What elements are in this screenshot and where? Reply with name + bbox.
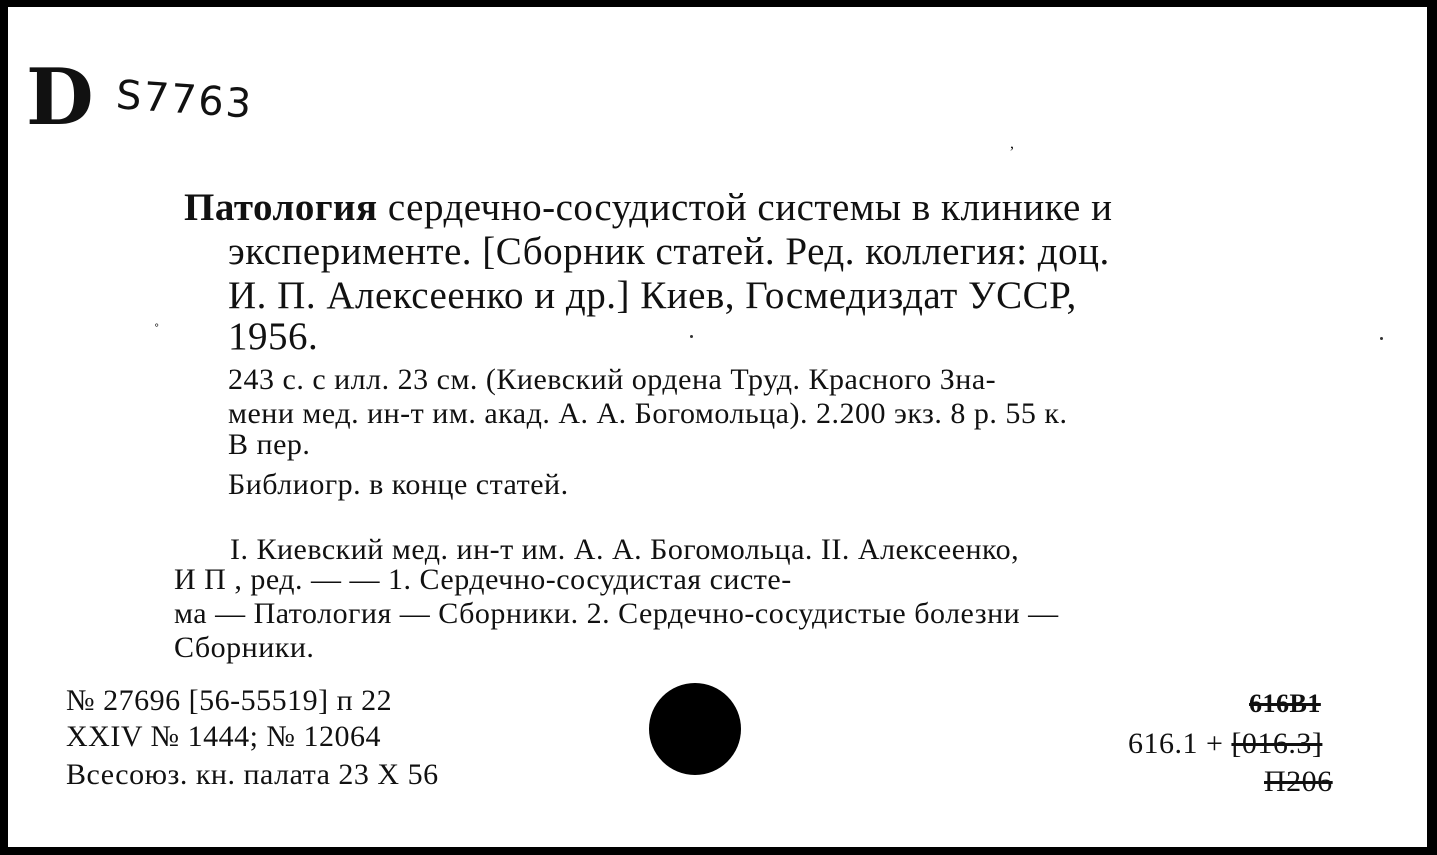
- description-line: мени мед. ин-т им. акад. А. А. Богомольца). 2.200 экз. 8 р. 55 к.: [228, 397, 1068, 430]
- tracing-line: И П , ред. — — 1. Сердечно-сосудистая систе-: [174, 563, 792, 596]
- class-number-middle: [1128, 729, 1322, 759]
- class-number-bottom: П206: [1264, 765, 1333, 798]
- speck: [1380, 337, 1383, 340]
- punch-hole: [649, 683, 741, 775]
- entry-line: эксперименте. [Сборник статей. Ред. коллегия: доц.: [228, 230, 1110, 273]
- footer-left-line: Всесоюз. кн. палата 23 X 56: [66, 758, 439, 791]
- class-number-top: 616В1: [1249, 689, 1321, 718]
- catalog-card: [8, 7, 1427, 847]
- tracing-line: Сборники.: [174, 631, 315, 664]
- ink-mark: ˚: [154, 322, 160, 339]
- description-line: 243 с. с илл. 23 см. (Киевский ордена Труд. Красного Зна-: [228, 363, 997, 396]
- class-struck: [016.3]: [1231, 727, 1323, 760]
- tracing-line: I. Киевский мед. ин-т им. А. А. Богомольца. II. Алексеенко,: [230, 533, 1020, 566]
- bibliography-note: Библиогр. в конце статей.: [228, 468, 569, 501]
- speck: [690, 335, 693, 338]
- entry-line: И. П. Алексеенко и др.] Киев, Госмедиздат УССР,: [228, 274, 1077, 317]
- class-prefix: 616.1 +: [1128, 727, 1232, 760]
- title-rest: сердечно-сосудистой системы в клинике и: [377, 186, 1113, 229]
- title-bold: Патология: [184, 186, 378, 229]
- description-line: В пер.: [228, 428, 311, 461]
- entry-line: 1956.: [228, 315, 319, 358]
- handwritten-number: S7763: [114, 72, 255, 128]
- entry-title: [184, 188, 1112, 227]
- card-letter: D: [26, 52, 94, 143]
- tracing-line: ма — Патология — Сборники. 2. Сердечно-сосудистые болезни —: [174, 597, 1059, 630]
- ink-mark: ,: [1010, 135, 1014, 152]
- footer-left-line: XXIV № 1444; № 12064: [66, 720, 382, 753]
- footer-left-line: № 27696 [56-55519] п 22: [66, 684, 393, 717]
